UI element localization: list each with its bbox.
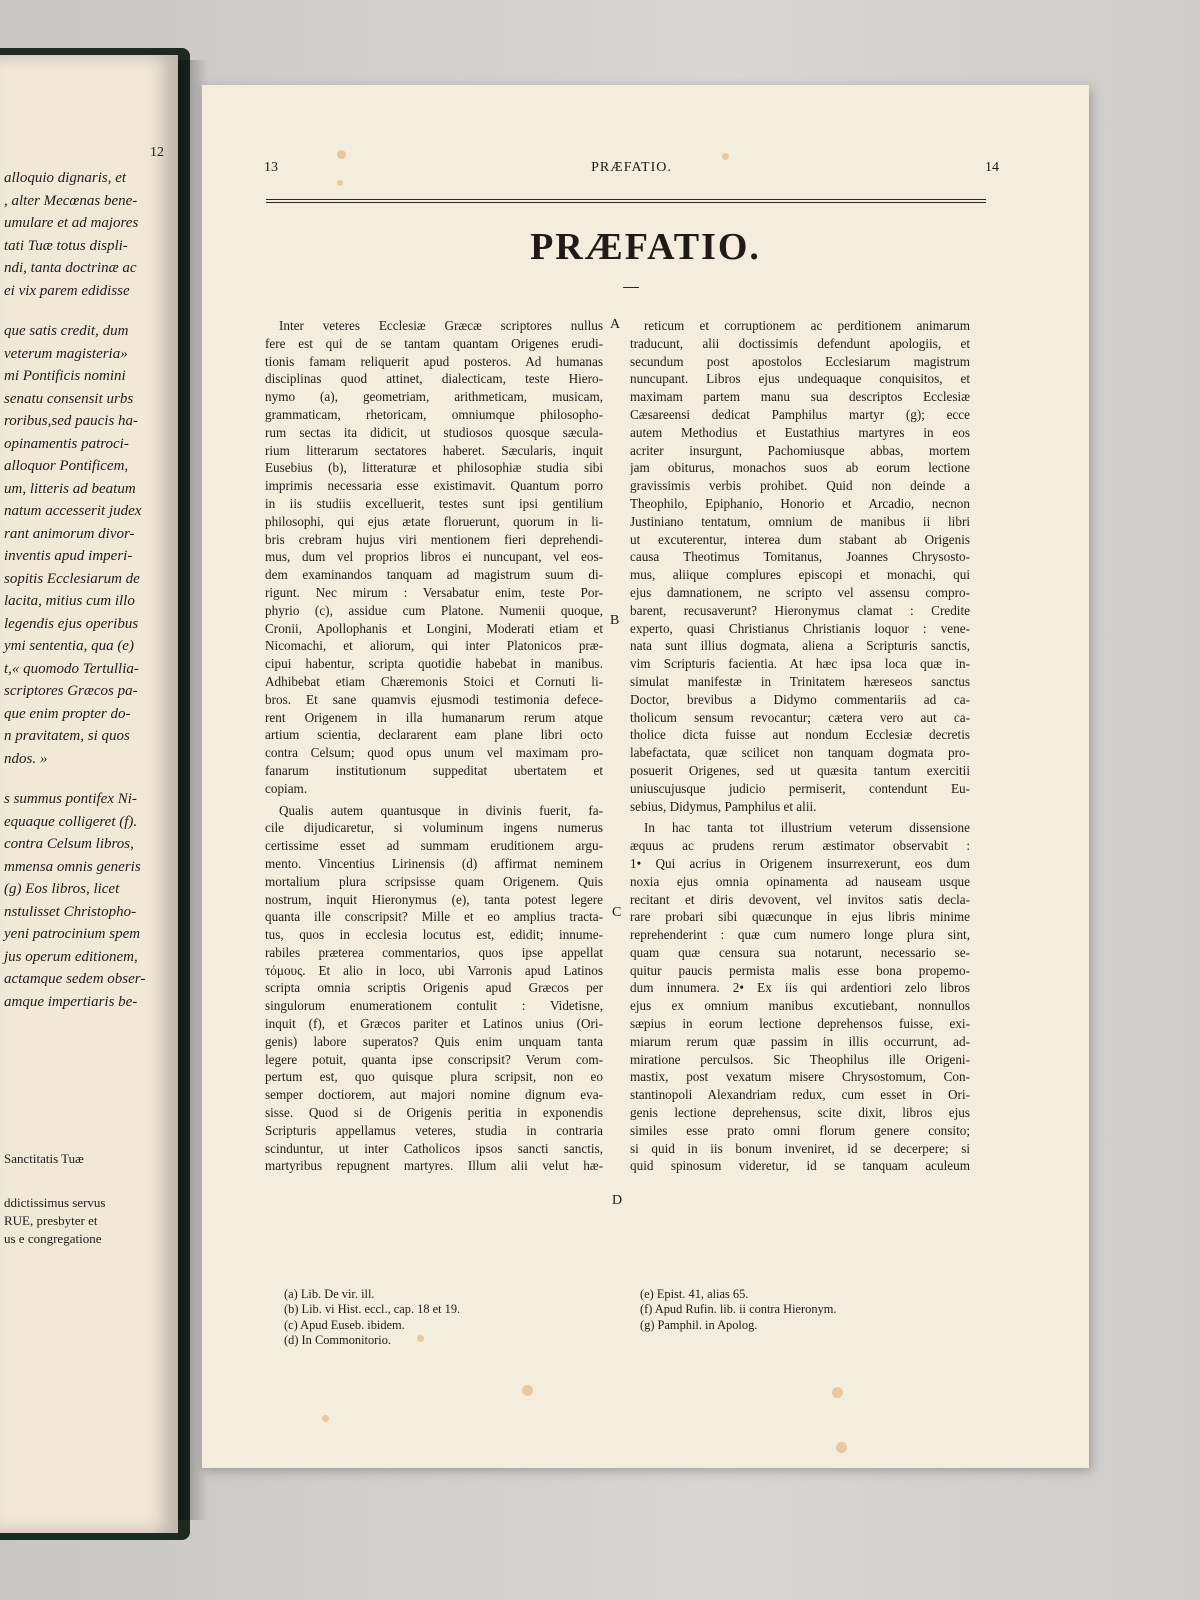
foxing-spot	[832, 1387, 843, 1398]
text-line: labefactata, quæ scilicet non tanquam dogmata pro-	[630, 745, 970, 761]
text-line: yeni patrocinium spem	[4, 926, 141, 942]
text-line: ut excuterentur, interea dum stabant ab Origenis	[630, 531, 970, 547]
text-line: alloquor Pontificem,	[4, 458, 129, 474]
text-line: Scripturis appellamus veteres, studia in contraria	[265, 1122, 603, 1138]
text-line: umulare et ad majores	[4, 215, 139, 231]
text-line: recitant et diris devovent, vel invitos satis decla-	[630, 891, 970, 907]
text-line: si quid in iis bonum inveniret, id se decerpere; si	[630, 1140, 970, 1156]
text-line: pertum est, quo quisque plura scripsit, non eo	[265, 1069, 603, 1085]
left-folio: 12	[150, 145, 164, 160]
text-line: inquit (f), et Græcos pariter et Latinos unius (Ori-	[265, 1016, 603, 1032]
text-line: legere potuit, quanta ipse conscripsit? Verum com-	[265, 1051, 603, 1067]
text-line: simulat manifestæ in Trinitatem hæreseos sanctus	[630, 673, 970, 689]
text-line: cile dijudicaretur, si voluminum ingens numerus	[265, 820, 603, 836]
text-line: uniuscujusque judicio permiserit, contendunt Eu-	[630, 780, 970, 796]
text-line: jus operum editionem,	[4, 948, 138, 965]
text-line: Eusebius (b), litteraturæ et philosophiæ studia sibi	[265, 460, 603, 476]
text-line: n pravitatem, si quos	[4, 728, 130, 744]
foxing-spot	[836, 1442, 847, 1453]
text-line: fere est qui de se tantam quantam Origenes erudi-	[265, 335, 603, 351]
text-line: genis lectione deprehensus, scite dixit, libros ejus	[630, 1105, 970, 1121]
text-line: semper doctiorem, aut majori nomine dignum eva-	[265, 1087, 603, 1103]
text-line: rum sectas ita didicit, ut studiosos quosque sæcula-	[265, 424, 603, 440]
text-line: lacita, mitius cum illo	[4, 593, 135, 609]
running-title: PRÆFATIO.	[591, 160, 672, 175]
text-line: barent, recusaverunt? Hieronymus clamat : Credite	[630, 602, 970, 618]
text-line: sopitis Ecclesiarum de	[4, 570, 140, 587]
text-line: rare probari sibi quæcunque in ejus libris minime	[630, 909, 970, 925]
text-line: imprimis necessaria esse existimavit. Quantum porro	[265, 478, 603, 494]
text-line: legendis ejus operibus	[4, 615, 139, 632]
text-line: dum innumera. 2• Ex iis qui ardentiori zelo libros	[630, 980, 970, 996]
text-line: ejus damnationem, ne scripto vel assensu compro-	[630, 584, 970, 600]
margin-marker: D	[612, 1193, 623, 1208]
text-line: miarum rerum quæ passim in illis occurrunt, ad-	[630, 1033, 970, 1049]
text-line: certissime esset ad summam eruditionem argu-	[265, 838, 603, 854]
text-line: Adhibebat etiam Chæremonis Stoici et Cornuti li-	[265, 673, 603, 689]
header-rule	[266, 202, 986, 203]
text-line: equaque colligeret (f).	[4, 813, 138, 830]
text-line: autem Methodius et Eustathius martyres in eos	[630, 424, 970, 440]
text-line: mus, dum vel proprios libros ei nuncupant, vel eos-	[265, 549, 603, 565]
text-line: senatu consensit urbs	[4, 390, 134, 407]
text-line: rant animorum divor-	[4, 525, 135, 542]
text-line: mi Pontificis nomini	[4, 368, 126, 384]
text-line: tholicum sensum revocantur; cætera vero aut ca-	[630, 709, 970, 725]
text-line: noxia ejus omnia opinamenta ad nauseam usque	[630, 873, 970, 889]
line-gap	[4, 302, 172, 320]
text-line: reprehenderint : quæ cum numero longe plura sint,	[630, 927, 970, 943]
text-line: contra Celsum; quod opus unum vel maximam pro-	[265, 745, 603, 761]
text-line: In hac tanta tot illustrium veterum dissensione	[644, 820, 970, 836]
footnote: (b) Lib. vi Hist. eccl., cap. 18 et 19.	[284, 1302, 461, 1317]
text-line: actamque sedem obser-	[4, 971, 146, 987]
margin-marker: B	[610, 613, 620, 628]
foxing-spot	[722, 153, 729, 160]
text-line: miratione perculsos. Sic Theophilus ille Origeni-	[630, 1051, 970, 1067]
text-line: jam obiturus, monachos suos ab eorum lectione	[630, 460, 970, 476]
text-line: Inter veteres Ecclesiæ Græcæ scriptores nullus	[279, 318, 603, 333]
left-page-text	[4, 167, 172, 1013]
text-line: alloquio dignaris, et	[4, 170, 127, 186]
text-line: grammaticam, rhetoricam, omniumque philosopho-	[265, 406, 603, 422]
text-line: causa Theotimus Tomitanus, Joannes Chrysosto-	[630, 549, 970, 565]
text-line: nymo (a), geometriam, arithmeticam, musicam,	[265, 389, 603, 405]
text-line: cipui habentur, scripta quotidie habebat in manibus.	[265, 656, 603, 672]
text-line: s summus pontifex Ni-	[4, 791, 137, 807]
text-line: um, litteris ad beatum	[4, 480, 136, 497]
text-line: genis) labore superatos? Quis enim unquam tanta	[265, 1033, 603, 1049]
text-line: nuncupant. Libros ejus undequaque conquisitos, et	[630, 371, 970, 387]
text-line: vim Scripturis facientia. At hæc ipsa loca quæ in-	[630, 656, 970, 672]
text-line: quam quæ censura sua notarunt, necessario se-	[630, 944, 970, 960]
footnote: (f) Apud Rufin. lib. ii contra Hieronym.	[640, 1302, 837, 1317]
text-line: secundum post apostolos Ecclesiarum magistrum	[630, 353, 970, 369]
text-line: sæpius in eorum lectione deprehensos fuisse, exi-	[630, 1016, 970, 1032]
text-line: bros. Et sane quamvis ejusmodi testimonia defece-	[265, 691, 603, 707]
text-line: , alter Mecœnas bene-	[4, 192, 138, 209]
text-line: martyribus repugnent martyres. Illum alii velut hæ-	[265, 1158, 603, 1174]
text-line: mortalium plura scripsisse quam Origenem. Quis	[265, 873, 603, 889]
text-line: τόμους. Et alio in loco, ubi Varronis apud Latinos	[265, 962, 603, 978]
text-line: philosophi, qui ejus ætate floruerunt, quorum in li-	[265, 513, 603, 529]
text-line: disciplinas quod attinet, dialecticam, teste Hiero-	[265, 371, 603, 387]
text-line: Cæsareensi dedicat Pamphilus martyr (g); ecce	[630, 406, 970, 422]
text-line: sebius, Didymus, Pamphilus et alii.	[630, 798, 817, 814]
footnote: (e) Epist. 41, alias 65.	[640, 1287, 749, 1301]
text-line: artium scientia, declararent eam plane libri octo	[265, 727, 603, 743]
text-line: que satis credit, dum	[4, 323, 129, 339]
text-line: (g) Eos libros, licet	[4, 881, 120, 897]
text-line: amque impertiaris be-	[4, 993, 138, 1010]
title-dash	[623, 287, 639, 288]
text-line: rigunt. Nec mirum : Versabatur enim, teste Por-	[265, 584, 603, 600]
text-line: quanta ille conscripsit? Mille et eo amplius tracta-	[265, 909, 603, 925]
text-line: mmensa omnis generis	[4, 858, 141, 875]
text-line: natum accesserit judex	[4, 503, 142, 519]
text-line: mastix, post vexatum misere Chrysostomum, Con-	[630, 1069, 970, 1085]
text-line: inventis apud imperi-	[4, 548, 133, 564]
signature-line: RUE, presbyter et	[4, 1213, 98, 1228]
left-folio-number: 13	[264, 160, 278, 175]
text-line: Cronii, Apollophanis et Longini, Moderati etiam et	[265, 620, 603, 636]
text-line: quitur paucis permista malis esse bona propemo-	[630, 962, 970, 978]
text-line: sisse. Quod si de Origenis peritia in exponendis	[265, 1105, 603, 1121]
text-line: que enim propter do-	[4, 705, 131, 722]
right-folio-number: 14	[985, 160, 999, 175]
text-line: Justiniano tentatum, omnium de manibus ii libri	[630, 513, 970, 529]
text-line: rabiles præterea commentarios, quos ipse appellat	[265, 944, 603, 960]
text-line: nata sunt illius dogmata, aliena a Scripturis sanctis,	[630, 638, 970, 654]
text-line: tholice dicta fuisse aut nondum Ecclesiæ decretis	[630, 727, 970, 743]
text-line: traducunt, alii doctissimis defendunt apologiis, et	[630, 335, 970, 351]
foxing-spot	[337, 150, 346, 159]
text-line: fanarum institutionum suppeditat ubertatem et	[265, 762, 603, 778]
text-line: tati Tuæ totus displi-	[4, 237, 128, 254]
text-line: quid spinosum videretur, id se tanquam aculeum	[630, 1158, 970, 1174]
signature-line: ddictissimus servus	[4, 1195, 106, 1210]
text-line: bris crebram hujus viri mentionem fieri deprehendi-	[265, 531, 603, 547]
text-line: reticum et corruptionem ac perditionem animarum	[644, 318, 970, 333]
text-line: veterum magisteria»	[4, 345, 128, 362]
text-line: Qualis autem quantusque in divinis fuerit, fa-	[279, 802, 603, 818]
text-line: singulorum enumerationem contulit : Videtisne,	[265, 998, 603, 1014]
text-line: opinamentis patroci-	[4, 435, 129, 452]
text-line: ymi sententia, qua (e)	[4, 638, 134, 654]
text-line: roribus,sed paucis ha-	[4, 413, 139, 429]
text-line: mento. Vincentius Lirinensis (d) affirmat neminem	[265, 855, 603, 871]
margin-marker: C	[612, 905, 622, 920]
text-line: ejus ex omnium manibus excutiebant, nonnullos	[630, 998, 970, 1014]
text-line: experto, quasi Christianus Christianis loquor : vene-	[630, 620, 970, 636]
text-line: nostrum, inquit Hieronymus (e), tanta potest legere	[265, 891, 603, 907]
text-line: mus, aliique complures episcopi et monachi, qui	[630, 567, 970, 583]
text-line: tionis famam reliquerit apud posteros. Ad humanas	[265, 353, 603, 369]
line-gap	[4, 770, 172, 788]
left-signature	[4, 1150, 105, 1248]
header-rule	[266, 199, 986, 200]
text-line: in iis studiis excelluerit, testes sunt ipsi gentilium	[265, 495, 603, 511]
text-line: æquus ac prudens rerum æstimator observabit :	[630, 838, 970, 854]
text-line: stantinopoli Alexandriam redux, cum esset in Ori-	[630, 1087, 970, 1103]
foxing-spot	[337, 180, 343, 186]
footnote: (g) Pamphil. in Apolog.	[640, 1317, 758, 1332]
text-line: copiam.	[265, 780, 308, 796]
text-line: ei vix parem edidisse	[4, 282, 130, 299]
text-line: contra Celsum libros,	[4, 836, 134, 852]
page-title: PRÆFATIO.	[530, 226, 761, 268]
text-line: posuerit Origenes, sed ut quæsita tantum exercitii	[630, 762, 970, 778]
text-line: dem examinandos tanquam ad magistrum suum di-	[265, 567, 603, 583]
foxing-spot	[322, 1415, 329, 1422]
text-line: tus, quos in ecclesia locutus est, edidit; innume-	[265, 927, 603, 943]
text-line: Theophilo, Epiphanio, Honorio et Arcadio, necnon	[630, 495, 970, 511]
footnotes-left	[284, 1287, 460, 1349]
text-line: scripta omnia scriptis Origenis apud Græcos per	[265, 980, 603, 996]
text-line: scinduntur, ut inter Catholicos ipsos sancti sanctis,	[265, 1140, 603, 1156]
foxing-spot	[522, 1385, 533, 1396]
text-column-left	[265, 317, 603, 1175]
text-line: Doctor, brevibus a Didymo commentariis ad ca-	[630, 691, 970, 707]
text-line: maximam partem manu sua descriptos Ecclesiæ	[630, 389, 970, 405]
left-page	[0, 55, 178, 1533]
text-line: scriptores Græcos pa-	[4, 683, 138, 699]
footnotes-right	[640, 1287, 837, 1333]
left-closing: Sanctitatis Tuæ	[4, 1151, 84, 1166]
text-line: rium litterarum sectatores haberet. Sæcularis, inquit	[265, 442, 603, 458]
margin-marker: A	[610, 317, 621, 332]
text-line: Nicomachi, et aliorum, qui inter Platonicos præ-	[265, 638, 603, 654]
text-column-right	[630, 317, 970, 1175]
text-line: nstulisset Christopho-	[4, 903, 137, 920]
signature-line: us e congregatione	[4, 1231, 102, 1246]
text-line: phyrio (c), assidue cum Platone. Numenii quoque,	[265, 602, 603, 618]
text-line: 1• Qui acrius in Origenem insurrexerunt, eos dum	[630, 855, 970, 871]
footnote: (c) Apud Euseb. ibidem.	[284, 1317, 405, 1332]
text-line: t,« quomodo Tertullia-	[4, 660, 139, 677]
right-page	[202, 85, 1089, 1468]
text-line: ndos. »	[4, 750, 48, 767]
text-line: rent Origenem in illa humanarum rerum atque	[265, 709, 603, 725]
footnote: (a) Lib. De vir. ill.	[284, 1287, 375, 1301]
text-line: similes esse prato omni florum genere consito;	[630, 1122, 970, 1138]
text-line: gravissimis verbis prohibet. Quid non deinde a	[630, 478, 970, 494]
footnote: (d) In Commonitorio.	[284, 1333, 392, 1348]
text-line: ndi, tanta doctrinæ ac	[4, 260, 137, 276]
text-line: acriter insurgunt, Pachomiusque abbas, mortem	[630, 442, 970, 458]
